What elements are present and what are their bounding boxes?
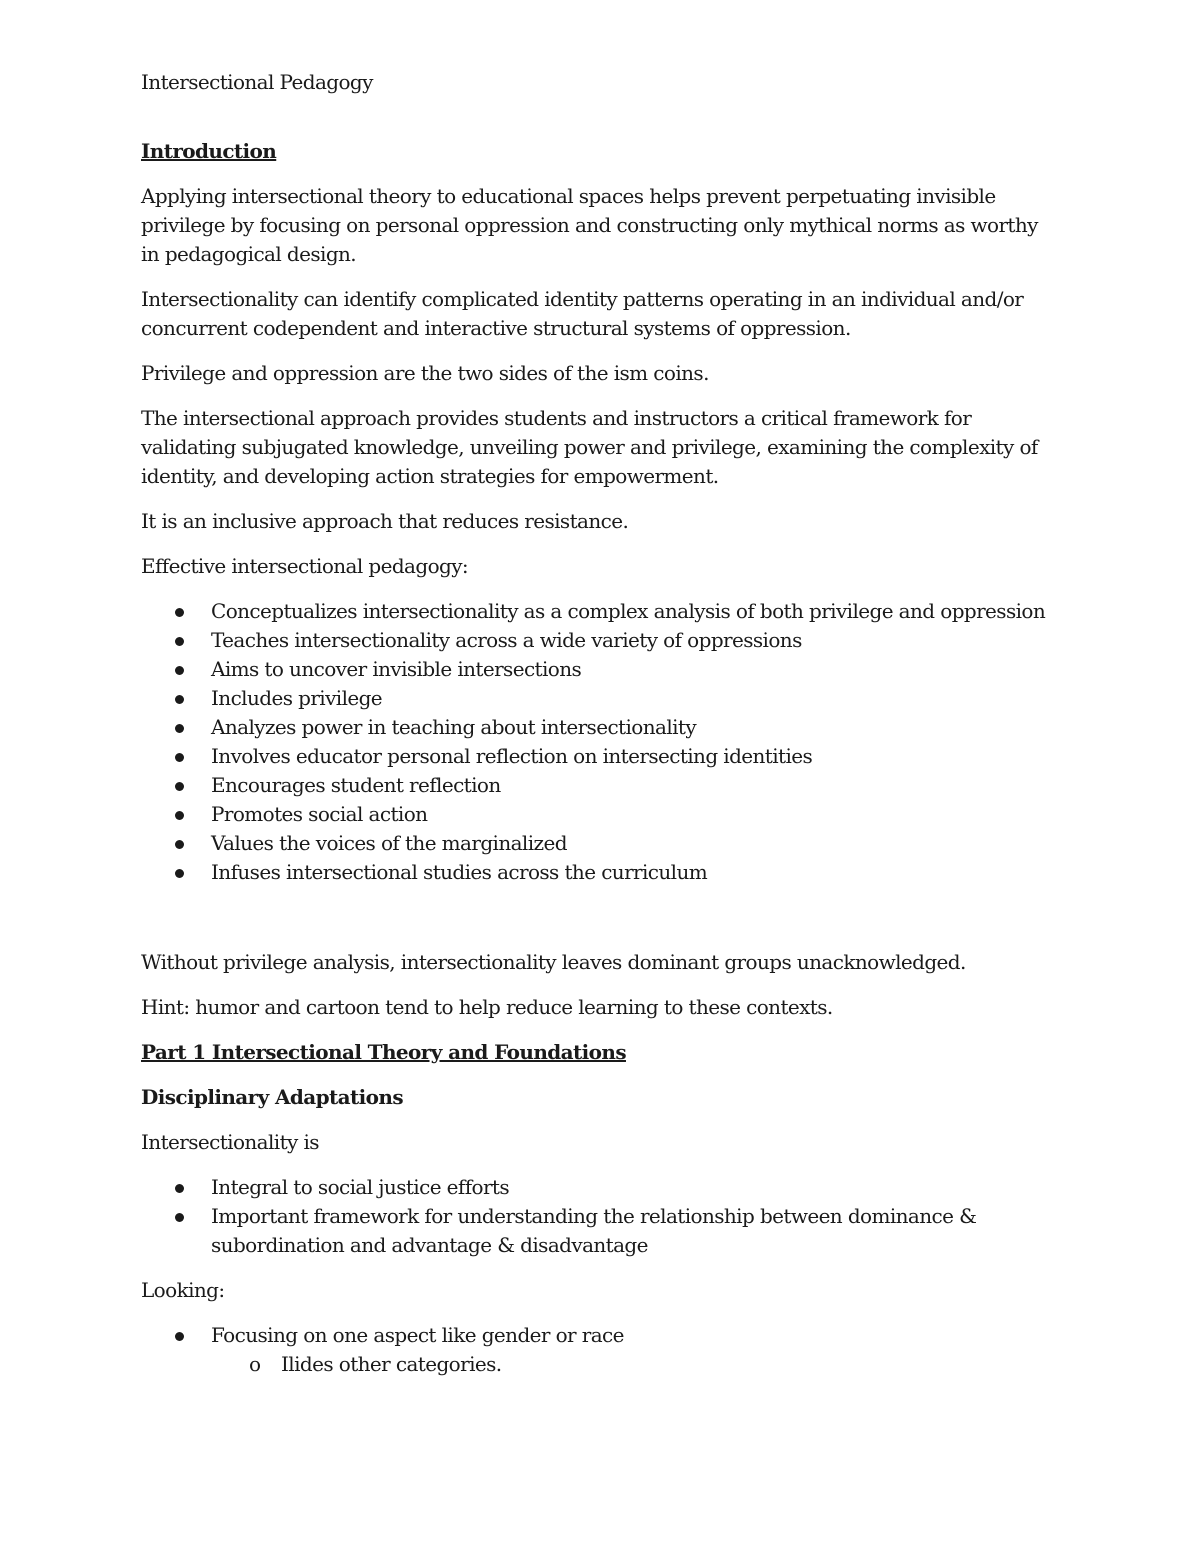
bullet-icon bbox=[175, 637, 184, 646]
list-item-text: Teaches intersectionality across a wide variety of oppressions bbox=[211, 628, 802, 652]
paragraph: Effective intersectional pedagogy: bbox=[141, 554, 469, 578]
list-item bbox=[141, 597, 1061, 626]
section-heading-introduction: Introduction bbox=[141, 139, 277, 163]
sub-list-item-text: Ilides other categories. bbox=[281, 1352, 502, 1376]
list-item-text: Promotes social action bbox=[211, 802, 428, 826]
list-item bbox=[141, 713, 1061, 742]
bullet-icon bbox=[175, 869, 184, 878]
list-item-text: Conceptualizes intersectionality as a complex analysis of both privilege and oppression bbox=[211, 599, 1046, 623]
bullet-icon bbox=[175, 724, 184, 733]
list-item-text: Values the voices of the marginalized bbox=[211, 831, 567, 855]
bullet-icon bbox=[175, 1184, 184, 1193]
subheading-disciplinary-adaptations: Disciplinary Adaptations bbox=[141, 1085, 403, 1109]
list-item-text: Includes privilege bbox=[211, 686, 383, 710]
list-item bbox=[141, 800, 1061, 829]
sub-bullet-marker: o bbox=[249, 1352, 261, 1376]
blank-line bbox=[141, 903, 1061, 948]
bullet-icon bbox=[175, 753, 184, 762]
list-item bbox=[141, 858, 1061, 887]
bullet-list-looking bbox=[141, 1321, 1061, 1379]
bullet-icon bbox=[175, 782, 184, 791]
list-item-text: Involves educator personal reflection on intersecting identities bbox=[211, 744, 813, 768]
list-item bbox=[141, 1202, 1061, 1260]
bullet-icon bbox=[175, 666, 184, 675]
sub-list bbox=[211, 1350, 1061, 1379]
bullet-list-intersectionality-is bbox=[141, 1173, 1061, 1260]
paragraph: The intersectional approach provides students and instructors a critical framework for validating subjugated knowledge, unveiling power and privilege, examining the complexity of identity, and developing action strategies for empowerment. bbox=[141, 406, 1038, 488]
paragraph: Intersectionality can identify complicated identity patterns operating in an individual and/or concurrent codependent and interactive structural systems of oppression. bbox=[141, 287, 1024, 340]
sub-list-item bbox=[211, 1350, 1061, 1379]
document-page bbox=[141, 68, 1061, 1395]
paragraph: Applying intersectional theory to educational spaces helps prevent perpetuating invisible privilege by focusing on personal oppression and constructing only mythical norms as worthy in pedagogical design. bbox=[141, 184, 1038, 266]
list-item bbox=[141, 1321, 1061, 1379]
bullet-icon bbox=[175, 695, 184, 704]
paragraph: Hint: humor and cartoon tend to help reduce learning to these contexts. bbox=[141, 995, 833, 1019]
paragraph: Looking: bbox=[141, 1278, 225, 1302]
paragraph: Privilege and oppression are the two sides of the ism coins. bbox=[141, 361, 709, 385]
list-item-text: Integral to social justice efforts bbox=[211, 1175, 510, 1199]
bullet-icon bbox=[175, 608, 184, 617]
document-title: Intersectional Pedagogy bbox=[141, 70, 373, 94]
section-heading-part1: Part 1 Intersectional Theory and Foundations bbox=[141, 1040, 626, 1064]
bullet-icon bbox=[175, 1332, 184, 1341]
bullet-icon bbox=[175, 840, 184, 849]
list-item bbox=[141, 684, 1061, 713]
list-item-text: Encourages student reflection bbox=[211, 773, 501, 797]
paragraph: It is an inclusive approach that reduces resistance. bbox=[141, 509, 629, 533]
bullet-list-effective-pedagogy bbox=[141, 597, 1061, 887]
paragraph: Intersectionality is bbox=[141, 1130, 319, 1154]
list-item-text: Focusing on one aspect like gender or race bbox=[211, 1323, 624, 1347]
list-item-text: Important framework for understanding the relationship between dominance & subordination and advantage & disadvantage bbox=[211, 1204, 977, 1257]
paragraph: Without privilege analysis, intersectionality leaves dominant groups unacknowledged. bbox=[141, 950, 966, 974]
bullet-icon bbox=[175, 1213, 184, 1222]
list-item-text: Infuses intersectional studies across the curriculum bbox=[211, 860, 708, 884]
list-item bbox=[141, 771, 1061, 800]
list-item bbox=[141, 626, 1061, 655]
list-item-text: Analyzes power in teaching about intersectionality bbox=[211, 715, 697, 739]
bullet-icon bbox=[175, 811, 184, 820]
list-item bbox=[141, 829, 1061, 858]
list-item bbox=[141, 1173, 1061, 1202]
list-item bbox=[141, 655, 1061, 684]
list-item bbox=[141, 742, 1061, 771]
list-item-text: Aims to uncover invisible intersections bbox=[211, 657, 582, 681]
